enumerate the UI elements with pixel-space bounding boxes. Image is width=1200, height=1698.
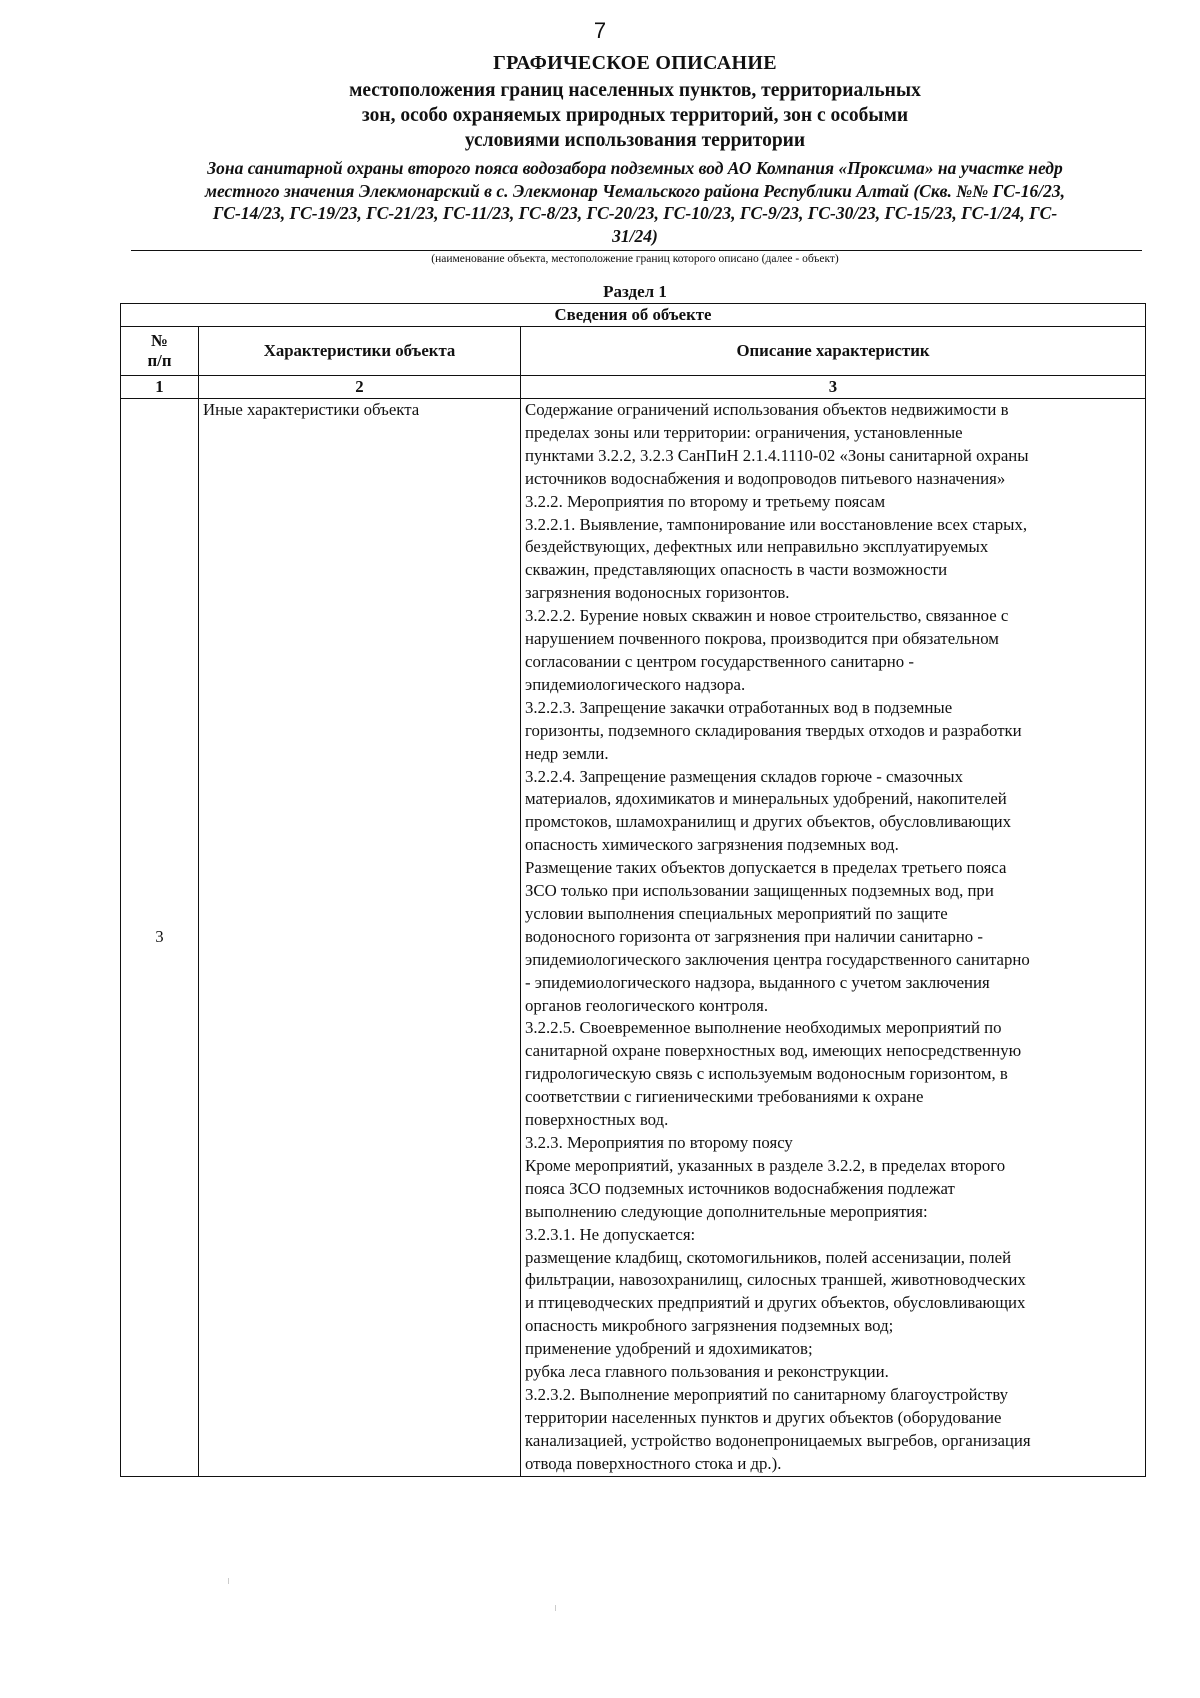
description-line: пределах зоны или территории: ограничения, установленные	[525, 422, 963, 442]
description-line: бездействующих, дефектных или неправильно эксплуатируемых	[525, 537, 989, 557]
column-header-no-line1: №	[151, 331, 168, 350]
table-caption-row	[121, 304, 1146, 327]
description-line: 3.2.2.2. Бурение новых скважин и новое строительство, связанное с	[525, 606, 1009, 626]
description-line: 3.2.2.4. Запрещение размещения складов горюче - смазочных	[525, 766, 963, 786]
column-header-no-line2: п/п	[147, 351, 172, 370]
description-line: Содержание ограничений использования объектов недвижимости в	[525, 400, 1009, 419]
description-line: горизонты, подземного складирования твердых отходов и разработки	[525, 720, 1022, 740]
object-name-line: Зона санитарной охраны второго пояса водозабора подземных вод АО Компания «Проксима» на участке недр	[207, 158, 1063, 178]
description-line: эпидемиологического заключения центра государственного санитарно	[525, 949, 1030, 969]
description-line: 3.2.2. Мероприятия по второму и третьему поясам	[525, 491, 886, 511]
column-number-row	[121, 376, 1146, 399]
description-line: санитарной охране поверхностных вод, имеющих непосредственную	[525, 1041, 1022, 1061]
description-line: 3.2.2.3. Запрещение закачки отработанных вод в подземные	[525, 697, 953, 717]
description-line: применение удобрений и ядохимикатов;	[525, 1339, 813, 1359]
column-number: 3	[521, 376, 1146, 399]
description-line: нарушением почвенного покрова, производится при обязательном	[525, 629, 999, 649]
document-subtitle	[290, 78, 980, 153]
column-header-characteristic: Характеристики объекта	[199, 327, 521, 376]
document-title: ГРАФИЧЕСКОЕ ОПИСАНИЕ	[493, 52, 777, 74]
description-line: канализацией, устройство водонепроницаемых выгребов, организация	[525, 1430, 1031, 1450]
description-line: фильтрации, навозохранилищ, силосных траншей, животноводческих	[525, 1270, 1026, 1290]
row-description	[521, 399, 1146, 1477]
description-line: скважин, представляющих опасность в части возможности	[525, 560, 948, 580]
description-line: опасность химического загрязнения подземных вод.	[525, 835, 899, 855]
row-characteristic: Иные характеристики объекта	[199, 399, 521, 1477]
description-line: 3.2.3. Мероприятия по второму поясу	[525, 1133, 793, 1152]
object-info-table	[120, 303, 1146, 1477]
description-line: эпидемиологического надзора.	[525, 674, 746, 694]
description-line: пунктами 3.2.2, 3.2.3 СанПиН 2.1.4.1110-02 «Зоны санитарной охраны	[525, 445, 1029, 465]
column-header-no	[121, 327, 199, 376]
description-line: согласовании с центром государственного санитарно -	[525, 651, 914, 671]
description-line: территории населенных пунктов и других объектов (оборудование	[525, 1407, 1002, 1427]
description-line: пояса ЗСО подземных источников водоснабжения подлежат	[525, 1178, 955, 1198]
scan-artifact	[228, 1578, 229, 1584]
object-name-line: 31/24)	[612, 225, 658, 246]
description-line: 3.2.2.1. Выявление, тампонирование или восстановление всех старых,	[525, 514, 1028, 534]
description-line: и птицеводческих предприятий и других объектов, обусловливающих	[525, 1293, 1026, 1313]
description-line: условии выполнения специальных мероприятий по защите	[525, 903, 948, 923]
column-number: 2	[199, 376, 521, 399]
description-line: ЗСО только при использовании защищенных подземных вод, при	[525, 881, 994, 901]
row-number: 3	[121, 399, 199, 1477]
description-line: промстоков, шламохранилищ и других объектов, обусловливающих	[525, 812, 1012, 832]
description-line: опасность микробного загрязнения подземных вод;	[525, 1316, 894, 1336]
object-name	[130, 157, 1140, 247]
table-row	[121, 399, 1146, 1477]
description-line: 3.2.3.2. Выполнение мероприятий по санитарному благоустройству	[525, 1384, 1009, 1404]
object-name-line: местного значения Элекмонарский в с. Элекмонар Чемальского района Республики Алтай (Скв. №№ ГС-16/23,	[205, 180, 1065, 201]
description-line: выполнению следующие дополнительные мероприятия:	[525, 1201, 928, 1221]
object-name-caption: (наименование объекта, местоположение границ которого описано (далее - объект)	[431, 253, 839, 265]
description-line: источников водоснабжения и водопроводов питьевого назначения»	[525, 468, 1006, 488]
description-line: отвода поверхностного стока и др.).	[525, 1453, 782, 1473]
object-name-underline	[131, 250, 1142, 251]
description-line: недр земли.	[525, 743, 609, 763]
scan-artifact	[555, 1605, 556, 1611]
description-line: Размещение таких объектов допускается в пределах третьего пояса	[525, 858, 1007, 878]
page-number: 7	[593, 18, 607, 43]
description-line: водоносного горизонта от загрязнения при наличии санитарно -	[525, 926, 983, 946]
subtitle-line: условиями использования территории	[464, 130, 806, 151]
subtitle-line: местоположения границ населенных пунктов, территориальных	[349, 80, 921, 101]
column-number: 1	[121, 376, 199, 399]
description-line: поверхностных вод.	[525, 1110, 669, 1130]
description-line: загрязнения водоносных горизонтов.	[525, 583, 790, 603]
description-line: Кроме мероприятий, указанных в разделе 3.2.2, в пределах второго	[525, 1155, 1006, 1175]
description-line: 3.2.2.5. Своевременное выполнение необходимых мероприятий по	[525, 1018, 1002, 1038]
section-title: Раздел 1	[603, 282, 667, 301]
object-name-line: ГС-14/23, ГС-19/23, ГС-21/23, ГС-11/23, ГС-8/23, ГС-20/23, ГС-10/23, ГС-9/23, ГС-30/23, ГС-15/23, ГС-1/24, ГС-	[212, 203, 1058, 223]
description-line: соответствии с гигиеническими требованиями к охране	[525, 1087, 924, 1107]
description-line: рубка леса главного пользования и реконструкции.	[525, 1362, 889, 1382]
description-line: гидрологическую связь с используемым водоносным горизонтом, в	[525, 1064, 1008, 1084]
subtitle-line: зон, особо охраняемых природных территорий, зон с особыми	[361, 105, 909, 126]
column-header-description: Описание характеристик	[521, 327, 1146, 376]
description-line: органов геологического контроля.	[525, 995, 769, 1015]
description-line: материалов, ядохимикатов и минеральных удобрений, накопителей	[525, 789, 1007, 809]
description-line: 3.2.3.1. Не допускается:	[525, 1224, 696, 1244]
description-line: размещение кладбищ, скотомогильников, полей ассенизации, полей	[525, 1247, 1012, 1267]
table-header-row	[121, 327, 1146, 376]
description-line: - эпидемиологического надзора, выданного с учетом заключения	[525, 972, 990, 992]
table-caption: Сведения об объекте	[121, 304, 1146, 327]
